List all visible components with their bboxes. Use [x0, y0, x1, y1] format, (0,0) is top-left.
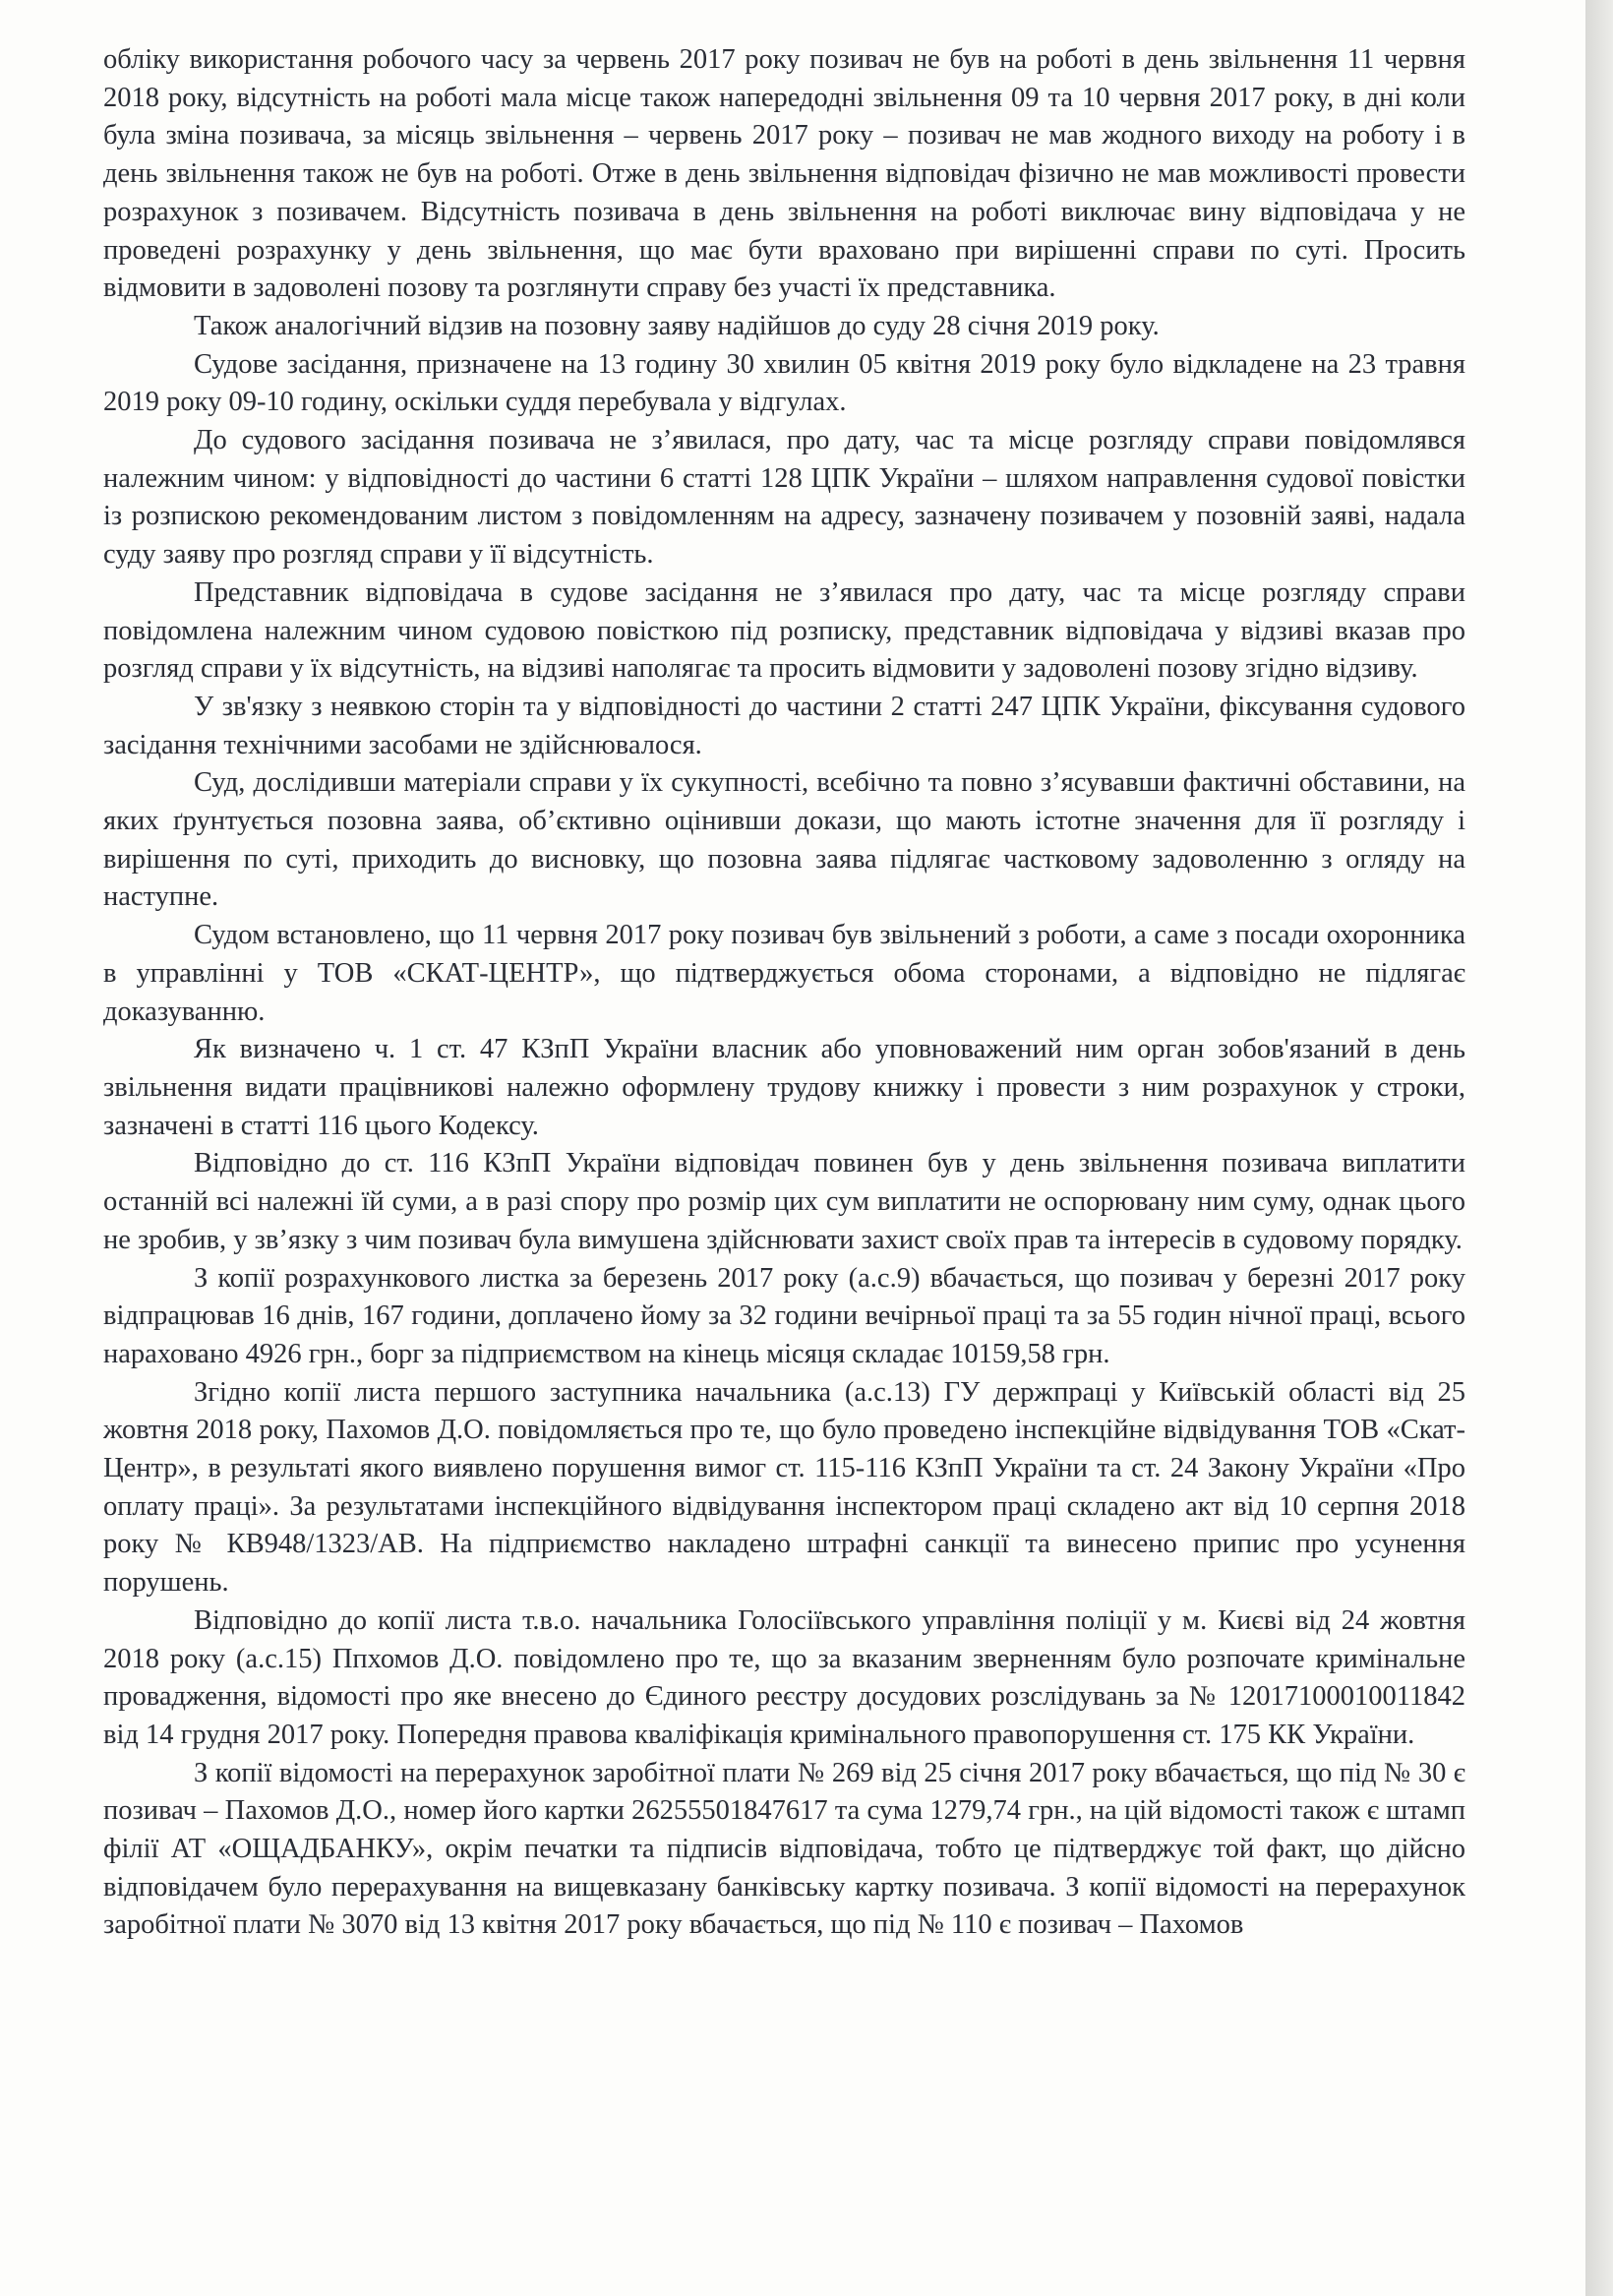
paragraph: Судове засідання, призначене на 13 годину 30 хвилин 05 квітня 2019 року було відкладене на 23 травня 2019 року 09-10 годину, оскільки суддя перебувала у відгулах.: [103, 348, 1465, 418]
paragraph: У зв'язку з неявкою сторін та у відповідності до частини 2 статті 247 ЦПК України, фіксування судового засідання технічними засобами не здійснювалося.: [103, 691, 1465, 760]
paragraph: З копії відомості на перерахунок заробітної плати № 269 від 25 січня 2017 року вбачається, що під № 30 є позивач – Пахомов Д.О., номер його картки 26255501847617 та сума 1279,74 грн., на цій відомості також є штамп філії АТ «ОЩАДБАНКУ», окрім печатки та підписів відповідача, тобто це підтверджує той факт, що дійсно відповідачем було перерахування на вищевказану банківську картку позивача. З копії відомості на перерахунок заробітної плати № 3070 від 13 квітня 2017 року вбачається, що під № 110 є позивач – Пахомов: [103, 1757, 1465, 1941]
paragraph: Представник відповідача в судове засідання не з’явилася про дату, час та місце розгляду справи повідомлена належним чином судовою повісткою під розписку, представник відповідача у відзиві вказав про розгляд справи у їх відсутність, на відзиві наполягає та просить відмовити у задоволені позову згідно відзиву.: [103, 576, 1465, 685]
paragraph: Судом встановлено, що 11 червня 2017 року позивач був звільнений з роботи, а саме з посади охоронника в управлінні у ТОВ «СКАТ-ЦЕНТР», що підтверджується обома сторонами, а відповідно не підлягає доказуванню.: [103, 920, 1465, 1027]
paragraph: Також аналогічний відзив на позовну заяву надійшов до суду 28 січня 2019 року.: [194, 310, 1160, 341]
document-body: [103, 41, 1465, 1945]
paragraph: Як визначено ч. 1 ст. 47 КЗпП України власник або уповноважений ним орган зобов'язаний в день звільнення видати працівникові належно оформлену трудову книжку і провести з ним розрахунок у строки, зазначені в статті 116 цього Кодексу.: [103, 1034, 1465, 1141]
paragraph: обліку використання робочого часу за червень 2017 року позивач не був на роботі в день звільнення 11 червня 2018 року, відсутність на роботі мала місце також напередодні звільнення 09 та 10 червня 2017 року, в дні коли була зміна позивача, за місяць звільнення – червень 2017 року – позивач не мав жодного виходу на роботу і в день звільнення також не був на роботі. Отже в день звільнення відповідач фізично не мав можливості провести розрахунок з позивачем. Відсутність позивача в день звільнення на роботі виключає вину відповідача у не проведені розрахунку у день звільнення, що має бути враховано при вирішенні справи по суті. Просить відмовити в задоволені позову та розглянути справу без участі їх представника.: [103, 44, 1465, 304]
paragraph: До судового засідання позивача не з’явилася, про дату, час та місце розгляду справи повідомлявся належним чином: у відповідності до частини 6 статті 128 ЦПК України – шляхом направлення судової повістки із розпискою рекомендованим листом з повідомленням на адресу, зазначену позивачем у позовній заяві, надала суду заяву про розгляд справи у її відсутність.: [103, 425, 1465, 571]
paragraph: Згідно копії листа першого заступника начальника (а.с.13) ГУ держпраці у Київській області від 25 жовтня 2018 року, Пахомов Д.О. повідомляється про те, що було проведено інспекційне відвідування ТОВ «Скат-Центр», в результаті якого виявлено порушення вимог ст. 115-116 КЗпП України та ст. 24 Закону України «Про оплату праці». За результатами інспекційного відвідування інспектором праці складено акт від 10 серпня 2018 року № КВ948/1323/АВ. На підприємство накладено штрафні санкції та винесено припис про усунення порушень.: [103, 1376, 1465, 1599]
paragraph: Суд, дослідивши матеріали справи у їх сукупності, всебічно та повно з’ясувавши фактичні обставини, на яких ґрунтується позовна заява, об’єктивно оцінивши докази, що мають істотне значення для її розгляду і вирішення по суті, приходить до висновку, що позовна заява підлягає частковому задоволенню з огляду на наступне.: [103, 767, 1465, 913]
paragraph: З копії розрахункового листка за березень 2017 року (а.с.9) вбачається, що позивач у березні 2017 року відпрацював 16 днів, 167 години, доплачено йому за 32 години вечірньої праці та за 55 годин нічної праці, всього нараховано 4926 грн., борг за підприємством на кінець місяця складає 10159,58 грн.: [103, 1262, 1465, 1369]
paragraph: Відповідно до копії листа т.в.о. начальника Голосіївського управління поліції у м. Києві від 24 жовтня 2018 року (а.с.15) Ппхомов Д.О. повідомлено про те, що за вказаним зверненням було розпочате кримінальне провадження, відомості про яке внесено до Єдиного реєстру досудових розслідувань за № 12017100010011842 від 14 грудня 2017 року. Попередня правова кваліфікація кримінального правопорушення ст. 175 КК України.: [103, 1604, 1465, 1750]
paragraph: Відповідно до ст. 116 КЗпП України відповідач повинен був у день звільнення позивача виплатити останній всі належні їй суми, а в разі спору про розмір цих сум виплатити не оспорювану ним суму, однак цього не зробив, у зв’язку з чим позивач була вимушена здійснювати захист своїх прав та інтересів в судовому порядку.: [103, 1148, 1465, 1255]
page-edge: [1585, 0, 1613, 2296]
